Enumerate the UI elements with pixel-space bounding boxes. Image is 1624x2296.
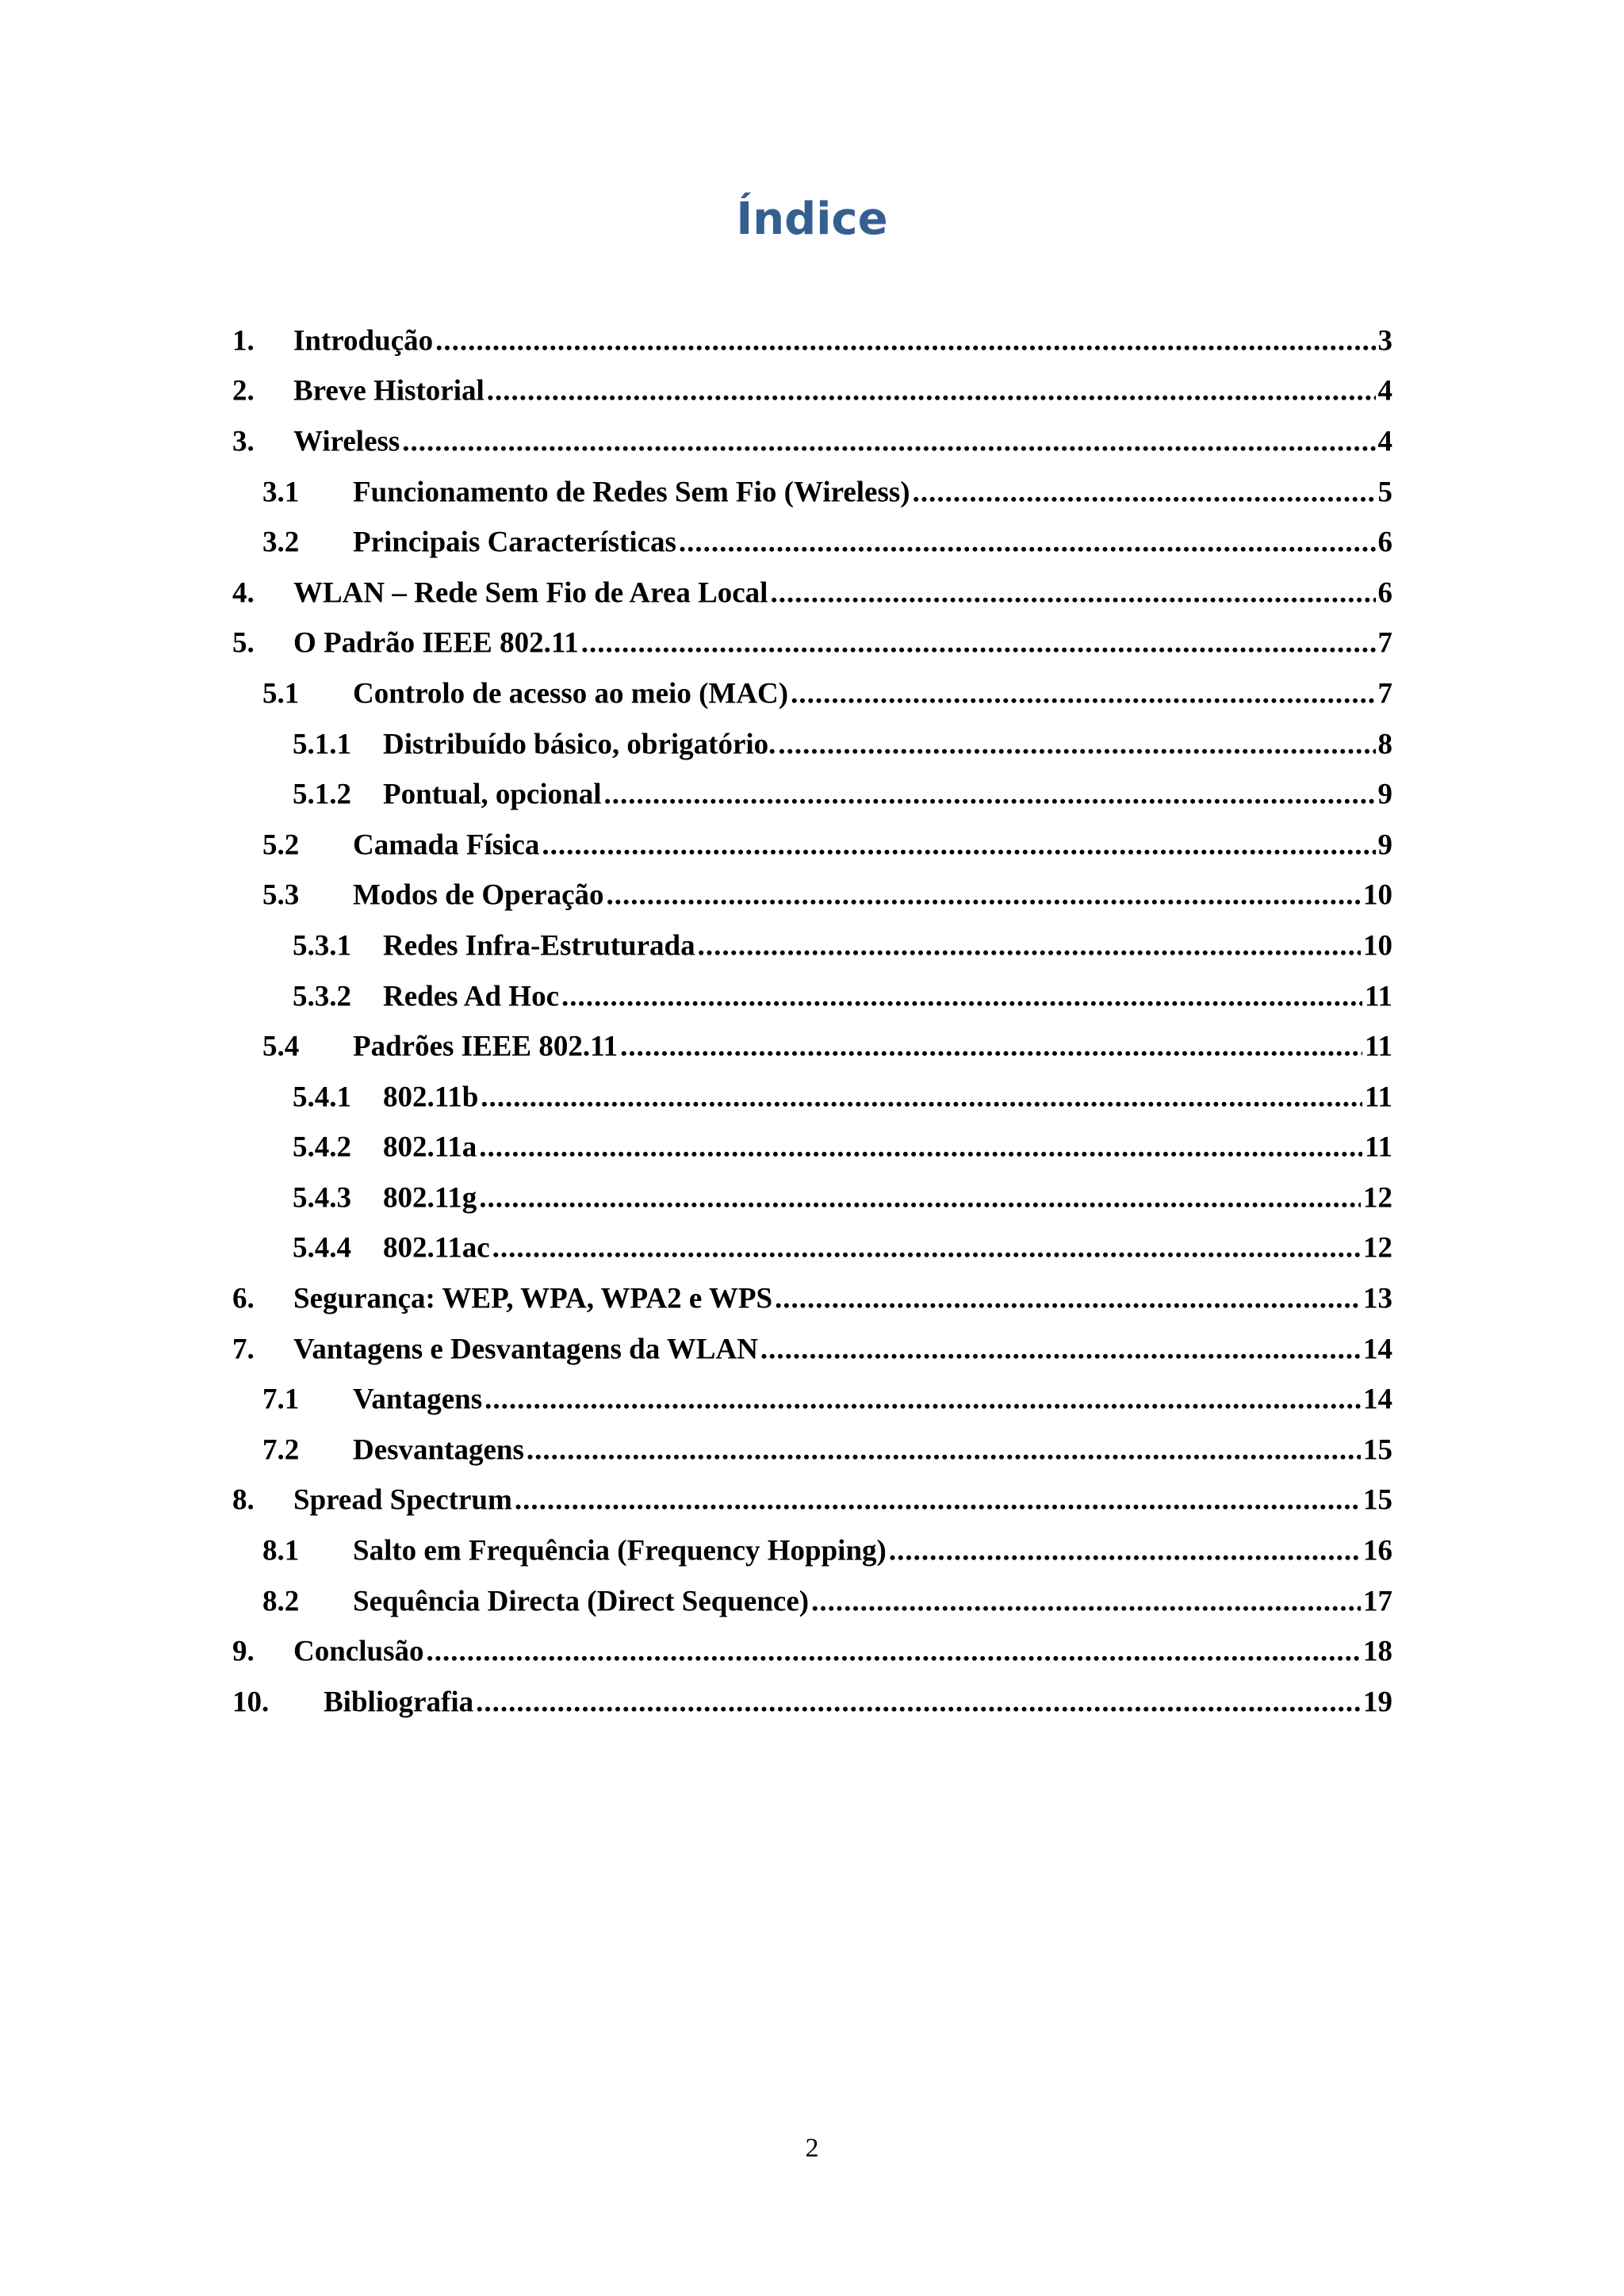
toc-entry-number: 5.4.1 [293, 1081, 351, 1114]
toc-entry-title: WLAN – Rede Sem Fio de Area Local [293, 576, 768, 610]
toc-entry-number: 5.4.2 [293, 1131, 351, 1164]
toc-dot-leader [426, 1635, 1361, 1669]
toc-entry-page: 9 [1377, 778, 1392, 811]
toc-entry-page: 11 [1365, 1030, 1392, 1063]
toc-entry[interactable] [232, 1324, 1392, 1375]
toc-entry-line [353, 676, 1392, 710]
toc-entry[interactable] [232, 1123, 1392, 1173]
toc-entry-line [383, 1181, 1392, 1215]
toc-entry-title: 802.11g [383, 1181, 477, 1215]
toc-entry-page: 4 [1377, 425, 1392, 458]
toc-dot-leader [527, 1433, 1361, 1467]
toc-entry-page: 7 [1377, 626, 1392, 660]
toc-entry-page: 18 [1363, 1635, 1392, 1668]
toc-entry-page: 3 [1377, 324, 1392, 358]
toc-entry-line [353, 1584, 1392, 1618]
toc-entry-number: 5.3.1 [293, 929, 351, 962]
toc-entry[interactable] [232, 618, 1392, 669]
toc-dot-leader [435, 323, 1375, 358]
toc-entry-line [353, 1383, 1392, 1417]
toc-entry[interactable] [232, 366, 1392, 417]
toc-entry[interactable] [232, 467, 1392, 518]
toc-entry-page: 4 [1377, 374, 1392, 408]
toc-entry-title: Principais Características [353, 526, 676, 559]
toc-entry-page: 15 [1363, 1433, 1392, 1467]
toc-entry-line [293, 1635, 1392, 1669]
toc-entry-line [293, 374, 1392, 408]
toc-entry-number: 9. [232, 1635, 255, 1668]
toc-entry[interactable] [232, 1525, 1392, 1576]
table-of-contents [232, 316, 1392, 1728]
toc-entry-number: 5.1.1 [293, 728, 351, 761]
toc-dot-leader [481, 1080, 1362, 1114]
toc-entry-title: Introdução [293, 324, 434, 358]
toc-entry-line [293, 576, 1392, 610]
toc-entry[interactable] [232, 1223, 1392, 1274]
toc-entry-line [353, 475, 1392, 509]
toc-entry-number: 5. [232, 626, 255, 660]
toc-entry-number: 5.4.3 [293, 1181, 351, 1215]
toc-dot-leader [476, 1685, 1361, 1719]
toc-entry[interactable] [232, 1425, 1392, 1475]
toc-entry-title: 802.11a [383, 1131, 477, 1164]
toc-entry[interactable] [232, 1021, 1392, 1072]
toc-entry-number: 3. [232, 425, 255, 458]
toc-entry-number: 7.2 [262, 1433, 300, 1467]
toc-entry-title: Redes Infra-Estruturada [383, 929, 695, 962]
toc-entry-title: Controlo de acesso ao meio (MAC) [353, 677, 789, 710]
toc-dot-leader [679, 526, 1376, 560]
toc-entry-page: 11 [1365, 1131, 1392, 1164]
toc-entry-title: Bibliografia [324, 1686, 474, 1719]
toc-entry-page: 13 [1363, 1282, 1392, 1315]
toc-entry-page: 10 [1363, 929, 1392, 962]
toc-entry[interactable] [232, 769, 1392, 820]
toc-entry-title: Vantagens [353, 1383, 483, 1416]
toc-entry[interactable] [232, 1576, 1392, 1627]
toc-entry-line [353, 526, 1392, 560]
toc-entry-number: 3.2 [262, 526, 300, 559]
toc-dot-leader [770, 576, 1375, 610]
toc-entry-page: 19 [1363, 1686, 1392, 1719]
toc-dot-leader [492, 1231, 1361, 1265]
toc-entry-line [293, 424, 1392, 458]
toc-entry[interactable] [232, 971, 1392, 1022]
toc-entry-page: 12 [1363, 1181, 1392, 1215]
toc-entry-title: Distribuído básico, obrigatório. [383, 728, 776, 761]
toc-entry-line [293, 1483, 1392, 1517]
toc-entry-number: 8.1 [262, 1534, 300, 1567]
toc-entry-page: 9 [1377, 828, 1392, 862]
toc-dot-leader [889, 1534, 1361, 1568]
toc-entry-title: Camada Física [353, 828, 540, 862]
toc-entry-line [383, 1131, 1392, 1165]
toc-dot-leader [581, 626, 1376, 660]
toc-entry-line [293, 323, 1392, 358]
toc-entry[interactable] [232, 1273, 1392, 1324]
toc-entry-line [353, 1433, 1392, 1467]
toc-dot-leader [778, 727, 1375, 761]
toc-entry-page: 12 [1363, 1231, 1392, 1265]
toc-dot-leader [479, 1181, 1361, 1215]
toc-entry-title: Funcionamento de Redes Sem Fio (Wireless) [353, 476, 910, 509]
toc-entry-title: Wireless [293, 425, 400, 458]
toc-entry-line [383, 928, 1392, 962]
toc-entry-title: 802.11b [383, 1081, 479, 1114]
toc-entry-line [383, 1080, 1392, 1114]
toc-entry-title: Spread Spectrum [293, 1483, 512, 1517]
toc-entry-number: 1. [232, 324, 255, 358]
toc-entry-page: 10 [1363, 878, 1392, 912]
toc-entry-page: 16 [1363, 1534, 1392, 1567]
toc-entry-title: Segurança: WEP, WPA, WPA2 e WPS [293, 1282, 773, 1315]
toc-entry-number: 5.3.2 [293, 980, 351, 1013]
toc-entry-title: Modos de Operação [353, 878, 604, 912]
toc-entry-number: 6. [232, 1282, 255, 1315]
toc-entry[interactable] [232, 568, 1392, 618]
toc-entry[interactable] [232, 1374, 1392, 1425]
toc-entry[interactable] [232, 1626, 1392, 1677]
toc-dot-leader [402, 424, 1375, 458]
toc-entry-number: 5.1 [262, 677, 300, 710]
toc-entry-line [383, 1231, 1392, 1265]
toc-entry-page: 14 [1363, 1333, 1392, 1366]
toc-entry-number: 5.4 [262, 1030, 300, 1063]
toc-entry[interactable] [232, 416, 1392, 467]
toc-entry-title: O Padrão IEEE 802.11 [293, 626, 579, 660]
toc-dot-leader [604, 778, 1376, 812]
toc-entry[interactable] [232, 820, 1392, 871]
toc-entry-line [383, 778, 1392, 812]
toc-entry[interactable] [232, 871, 1392, 921]
toc-entry-line [293, 1282, 1392, 1316]
toc-entry-page: 15 [1363, 1483, 1392, 1517]
toc-entry-line [353, 1534, 1392, 1568]
toc-entry-line [353, 1030, 1392, 1064]
toc-entry-line [353, 878, 1392, 913]
toc-entry[interactable] [232, 1072, 1392, 1123]
toc-entry[interactable] [232, 668, 1392, 719]
toc-entry-title: Sequência Directa (Direct Sequence) [353, 1585, 810, 1618]
toc-entry-page: 11 [1365, 1081, 1392, 1114]
toc-entry-line [383, 727, 1392, 761]
toc-entry-line [353, 828, 1392, 862]
toc-entry-title: Salto em Frequência (Frequency Hopping) [353, 1534, 887, 1567]
toc-dot-leader [485, 1383, 1361, 1417]
toc-entry-line [293, 626, 1392, 660]
toc-entry-page: 11 [1365, 980, 1392, 1013]
toc-dot-leader [775, 1282, 1361, 1316]
toc-entry-number: 7.1 [262, 1383, 300, 1416]
toc-dot-leader [542, 828, 1375, 862]
toc-dot-leader [607, 878, 1361, 913]
toc-dot-leader [760, 1332, 1361, 1366]
page-number: 2 [805, 2133, 819, 2163]
toc-entry[interactable] [232, 719, 1392, 770]
toc-entry-title: Padrões IEEE 802.11 [353, 1030, 619, 1063]
toc-entry-number: 5.1.2 [293, 778, 351, 811]
toc-dot-leader [791, 676, 1375, 710]
toc-entry-page: 6 [1377, 576, 1392, 610]
toc-entry-page: 14 [1363, 1383, 1392, 1416]
toc-entry-page: 7 [1377, 677, 1392, 710]
toc-entry-number: 2. [232, 374, 255, 408]
toc-entry-number: 8.2 [262, 1585, 300, 1618]
toc-entry-number: 5.3 [262, 878, 300, 912]
page-title: Índice [736, 193, 888, 245]
toc-dot-leader [811, 1584, 1361, 1618]
toc-entry-title: Vantagens e Desvantagens da WLAN [293, 1333, 758, 1366]
toc-entry[interactable] [232, 316, 1392, 366]
toc-entry-title: Desvantagens [353, 1433, 524, 1467]
toc-entry-number: 7. [232, 1333, 255, 1366]
toc-entry-line [383, 979, 1392, 1013]
toc-dot-leader [479, 1131, 1362, 1165]
toc-dot-leader [913, 475, 1376, 509]
toc-entry-page: 8 [1377, 728, 1392, 761]
toc-entry[interactable] [232, 920, 1392, 971]
toc-entry-title: Breve Historial [293, 374, 485, 408]
toc-dot-leader [515, 1483, 1361, 1517]
toc-dot-leader [487, 374, 1376, 408]
toc-entry-title: Conclusão [293, 1635, 424, 1668]
toc-dot-leader [698, 928, 1361, 962]
toc-entry-page: 17 [1363, 1585, 1392, 1618]
toc-entry[interactable] [232, 1677, 1392, 1728]
toc-entry-number: 5.4.4 [293, 1231, 351, 1265]
toc-entry[interactable] [232, 517, 1392, 568]
toc-entry-title: Redes Ad Hoc [383, 980, 559, 1013]
toc-entry-page: 5 [1377, 476, 1392, 509]
toc-entry-number: 3.1 [262, 476, 300, 509]
toc-dot-leader [620, 1030, 1362, 1064]
toc-entry[interactable] [232, 1173, 1392, 1223]
toc-entry-number: 5.2 [262, 828, 300, 862]
toc-entry-number: 4. [232, 576, 255, 610]
toc-entry-title: 802.11ac [383, 1231, 490, 1265]
toc-entry-line [293, 1332, 1392, 1366]
toc-entry-number: 8. [232, 1483, 255, 1517]
toc-entry-line [324, 1685, 1392, 1719]
toc-entry[interactable] [232, 1475, 1392, 1526]
toc-entry-title: Pontual, opcional [383, 778, 602, 811]
toc-entry-page: 6 [1377, 526, 1392, 559]
toc-dot-leader [561, 979, 1362, 1013]
toc-entry-number: 10. [232, 1686, 270, 1719]
